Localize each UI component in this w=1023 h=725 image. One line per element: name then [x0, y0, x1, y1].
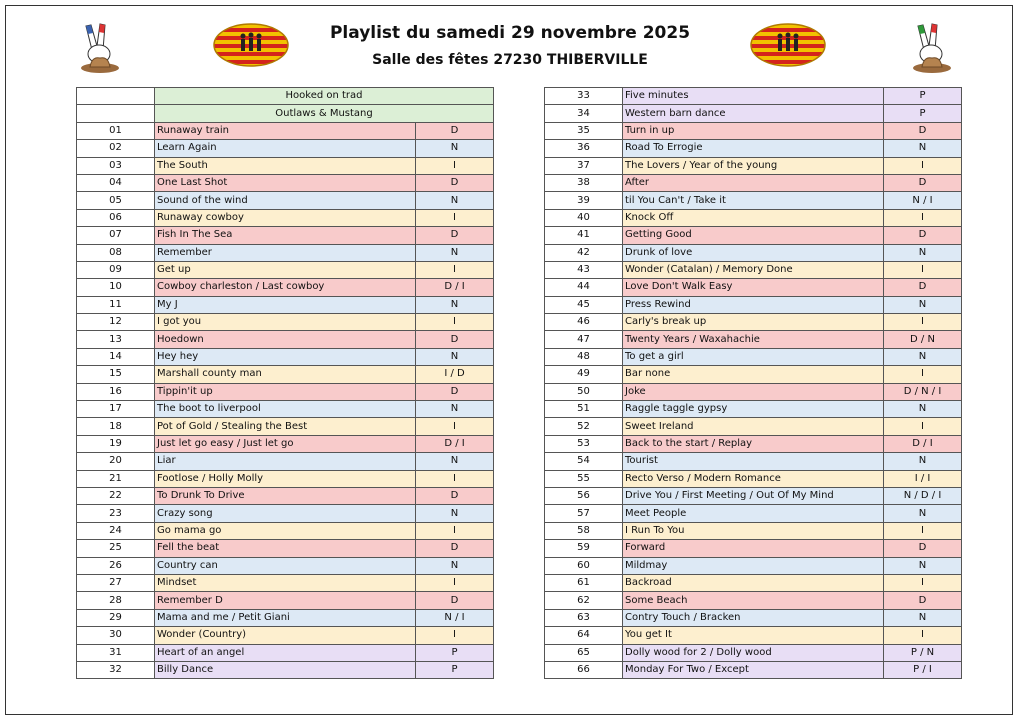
song-number: 07: [77, 227, 155, 244]
dance-category: D: [884, 122, 962, 139]
song-number: 64: [545, 627, 623, 644]
table-row: [77, 661, 494, 678]
song-title: Sweet Ireland: [623, 418, 884, 435]
dance-category: I: [416, 627, 494, 644]
dance-category: I: [416, 574, 494, 591]
dance-category: I: [884, 627, 962, 644]
song-title: Marshall county man: [155, 366, 416, 383]
song-number: 46: [545, 314, 623, 331]
song-number: 12: [77, 314, 155, 331]
song-title: Contry Touch / Bracken: [623, 609, 884, 626]
dance-category: I: [416, 157, 494, 174]
song-number: 02: [77, 140, 155, 157]
song-title: Pot of Gold / Stealing the Best: [155, 418, 416, 435]
song-title: Joke: [623, 383, 884, 400]
song-title: To Drunk To Drive: [155, 487, 416, 504]
table-row: [545, 140, 962, 157]
dance-category: D: [416, 122, 494, 139]
dance-category: N / I: [416, 609, 494, 626]
table-row: [545, 348, 962, 365]
table-row: [545, 296, 962, 313]
song-number: 06: [77, 209, 155, 226]
dance-category: N: [416, 244, 494, 261]
song-title: Crazy song: [155, 505, 416, 522]
song-title: Carly's break up: [623, 314, 884, 331]
song-title: Remember: [155, 244, 416, 261]
song-number: 08: [77, 244, 155, 261]
song-number: 13: [77, 331, 155, 348]
table-row: [545, 644, 962, 661]
table-row: [545, 366, 962, 383]
song-title: Press Rewind: [623, 296, 884, 313]
song-number: 23: [77, 505, 155, 522]
song-number: 10: [77, 279, 155, 296]
dance-category: N: [884, 453, 962, 470]
song-title: Cowboy charleston / Last cowboy: [155, 279, 416, 296]
table-row: [545, 470, 962, 487]
dance-category: D: [884, 227, 962, 244]
song-number: 32: [77, 661, 155, 678]
song-number: 53: [545, 435, 623, 452]
song-title: Back to the start / Replay: [623, 435, 884, 452]
song-title: Forward: [623, 540, 884, 557]
song-number: 21: [77, 470, 155, 487]
dance-category: P / N: [884, 644, 962, 661]
table-row: [77, 592, 494, 609]
dance-category: D / N: [884, 331, 962, 348]
song-number: 50: [545, 383, 623, 400]
song-title: Some Beach: [623, 592, 884, 609]
table-row: [545, 557, 962, 574]
song-number: 14: [77, 348, 155, 365]
song-title: Raggle taggle gypsy: [623, 401, 884, 418]
song-title: Sound of the wind: [155, 192, 416, 209]
song-number: 60: [545, 557, 623, 574]
table-row: [77, 261, 494, 278]
song-number: 37: [545, 157, 623, 174]
song-title: Five minutes: [623, 88, 884, 105]
song-number: 22: [77, 487, 155, 504]
song-title: Learn Again: [155, 140, 416, 157]
song-number: 01: [77, 122, 155, 139]
song-title: You get It: [623, 627, 884, 644]
peace-hand-hat-icon-right: [910, 20, 952, 76]
dance-category: I: [884, 574, 962, 591]
dance-category: D: [416, 383, 494, 400]
song-number: 43: [545, 261, 623, 278]
table-row: [77, 174, 494, 191]
table-row: [545, 244, 962, 261]
song-title: Love Don't Walk Easy: [623, 279, 884, 296]
dance-category: D: [416, 540, 494, 557]
song-number: 17: [77, 401, 155, 418]
table-row: [545, 435, 962, 452]
venue-subtitle: Salle des fêtes 27230 THIBERVILLE: [372, 52, 648, 68]
dance-category: N: [416, 348, 494, 365]
song-title: Go mama go: [155, 522, 416, 539]
song-title: til You Can't / Take it: [623, 192, 884, 209]
dance-category: I: [416, 261, 494, 278]
song-number: 03: [77, 157, 155, 174]
table-row: [545, 105, 962, 122]
table-row: [77, 383, 494, 400]
catalan-dancers-logo-right: [749, 22, 827, 68]
song-number: 40: [545, 209, 623, 226]
table-row: [545, 122, 962, 139]
table-row: [77, 366, 494, 383]
table-row: [77, 279, 494, 296]
song-title: Hoedown: [155, 331, 416, 348]
table-row: [545, 453, 962, 470]
dance-category: I: [416, 209, 494, 226]
table-row: [545, 401, 962, 418]
song-number: 27: [77, 574, 155, 591]
dance-category: D: [884, 540, 962, 557]
song-number: 31: [77, 644, 155, 661]
table-row: [545, 574, 962, 591]
song-number: 51: [545, 401, 623, 418]
dance-category: D: [884, 592, 962, 609]
song-title: Fell the beat: [155, 540, 416, 557]
song-title: Runaway cowboy: [155, 209, 416, 226]
song-number: 26: [77, 557, 155, 574]
song-number: 24: [77, 522, 155, 539]
song-title: Mama and me / Petit Giani: [155, 609, 416, 626]
song-title: Mildmay: [623, 557, 884, 574]
song-number: 16: [77, 383, 155, 400]
song-number: 20: [77, 453, 155, 470]
song-title: Wonder (Catalan) / Memory Done: [623, 261, 884, 278]
table-row: [545, 261, 962, 278]
dance-category: N: [884, 557, 962, 574]
dance-category: N: [416, 401, 494, 418]
song-title: Hey hey: [155, 348, 416, 365]
song-title: The boot to liverpool: [155, 401, 416, 418]
dance-category: N / D / I: [884, 487, 962, 504]
song-number: 57: [545, 505, 623, 522]
song-number: 49: [545, 366, 623, 383]
dance-category: N: [884, 140, 962, 157]
table-row: [77, 227, 494, 244]
song-title: Remember D: [155, 592, 416, 609]
dance-category: N: [884, 244, 962, 261]
dance-category: D: [884, 174, 962, 191]
dance-category: D / N / I: [884, 383, 962, 400]
song-number: 54: [545, 453, 623, 470]
song-number: 56: [545, 487, 623, 504]
song-title: Get up: [155, 261, 416, 278]
song-number: 41: [545, 227, 623, 244]
song-number: 25: [77, 540, 155, 557]
table-row: [545, 627, 962, 644]
table-row: [545, 279, 962, 296]
dance-category: P: [884, 105, 962, 122]
table-row: [77, 140, 494, 157]
dance-category: N: [416, 505, 494, 522]
song-title: One Last Shot: [155, 174, 416, 191]
song-title: My J: [155, 296, 416, 313]
playlist-table-right: [544, 87, 962, 679]
table-row: [545, 609, 962, 626]
table-row: [77, 122, 494, 139]
song-title: Drive You / First Meeting / Out Of My Mind: [623, 487, 884, 504]
dance-category: P: [416, 661, 494, 678]
dance-category: I: [416, 314, 494, 331]
song-title: Heart of an angel: [155, 644, 416, 661]
dance-category: N: [884, 296, 962, 313]
dance-category: N: [884, 609, 962, 626]
song-title: I got you: [155, 314, 416, 331]
song-title: Just let go easy / Just let go: [155, 435, 416, 452]
table-row: [77, 348, 494, 365]
table-row: [545, 192, 962, 209]
song-title: Liar: [155, 453, 416, 470]
song-number: 05: [77, 192, 155, 209]
dance-category: N: [416, 453, 494, 470]
song-number: 36: [545, 140, 623, 157]
dance-category: P / I: [884, 661, 962, 678]
table-row: [545, 522, 962, 539]
table-row: [77, 157, 494, 174]
song-number: 34: [545, 105, 623, 122]
dance-category: I: [416, 470, 494, 487]
peace-hand-hat-icon: [78, 20, 120, 76]
dance-category: I: [884, 157, 962, 174]
table-row: [77, 627, 494, 644]
table-row: [77, 435, 494, 452]
table-row: [77, 331, 494, 348]
song-title: After: [623, 174, 884, 191]
song-title: Wonder (Country): [155, 627, 416, 644]
song-title: Meet People: [623, 505, 884, 522]
table-row: [77, 574, 494, 591]
dance-category: P: [884, 88, 962, 105]
song-number: 47: [545, 331, 623, 348]
song-number: 52: [545, 418, 623, 435]
table-row: [545, 383, 962, 400]
song-title: Dolly wood for 2 / Dolly wood: [623, 644, 884, 661]
dance-category: N: [884, 401, 962, 418]
dance-category: I: [884, 522, 962, 539]
song-title: Mindset: [155, 574, 416, 591]
table-row: [545, 331, 962, 348]
song-title: Billy Dance: [155, 661, 416, 678]
song-title: Western barn dance: [623, 105, 884, 122]
dance-category: D: [416, 592, 494, 609]
dance-category: D: [416, 227, 494, 244]
song-number: 42: [545, 244, 623, 261]
table-row: [77, 470, 494, 487]
table-row: [545, 487, 962, 504]
table-row: [545, 505, 962, 522]
table-row: [77, 540, 494, 557]
song-number: 66: [545, 661, 623, 678]
table-row: [77, 522, 494, 539]
page-title: Playlist du samedi 29 novembre 2025: [329, 23, 691, 43]
table-row: [77, 557, 494, 574]
song-title: Tippin'it up: [155, 383, 416, 400]
dance-category: D / I: [884, 435, 962, 452]
song-number: 28: [77, 592, 155, 609]
song-title: The South: [155, 157, 416, 174]
song-title: Knock Off: [623, 209, 884, 226]
dance-category: D: [416, 174, 494, 191]
dance-category: N: [884, 505, 962, 522]
song-number: 04: [77, 174, 155, 191]
table-row: [77, 244, 494, 261]
dance-category: I: [416, 418, 494, 435]
dance-category: I: [884, 209, 962, 226]
song-title: Drunk of love: [623, 244, 884, 261]
song-title: The Lovers / Year of the young: [623, 157, 884, 174]
song-number: 63: [545, 609, 623, 626]
song-title: Tourist: [623, 453, 884, 470]
table-row: [545, 157, 962, 174]
table-row: [77, 609, 494, 626]
song-number: 55: [545, 470, 623, 487]
dance-category: D: [884, 279, 962, 296]
song-number: 30: [77, 627, 155, 644]
table-row: [545, 209, 962, 226]
song-number: 18: [77, 418, 155, 435]
song-number: 39: [545, 192, 623, 209]
song-title: Getting Good: [623, 227, 884, 244]
dance-category: D / I: [416, 279, 494, 296]
table-row: [77, 487, 494, 504]
catalan-dancers-logo: [212, 22, 290, 68]
table-row: [77, 209, 494, 226]
song-title: Footlose / Holly Molly: [155, 470, 416, 487]
table-row: [77, 644, 494, 661]
song-number: 58: [545, 522, 623, 539]
table-row: [545, 592, 962, 609]
song-title: Fish In The Sea: [155, 227, 416, 244]
song-number: 59: [545, 540, 623, 557]
dance-category: I: [884, 366, 962, 383]
dance-category: I: [884, 314, 962, 331]
dance-category: I / I: [884, 470, 962, 487]
dance-category: D / I: [416, 435, 494, 452]
song-title: Twenty Years / Waxahachie: [623, 331, 884, 348]
table-row: [545, 88, 962, 105]
intro-row: Outlaws & Mustang: [155, 105, 494, 122]
intro-row: Hooked on trad: [155, 88, 494, 105]
table-row: [545, 314, 962, 331]
song-title: Backroad: [623, 574, 884, 591]
table-row: [77, 453, 494, 470]
song-title: Road To Errogie: [623, 140, 884, 157]
song-number: 33: [545, 88, 623, 105]
dance-category: N: [416, 192, 494, 209]
table-row: [545, 418, 962, 435]
table-row: [77, 314, 494, 331]
song-title: Bar none: [623, 366, 884, 383]
dance-category: N: [884, 348, 962, 365]
table-row: [545, 174, 962, 191]
dance-category: I: [884, 261, 962, 278]
song-number: 38: [545, 174, 623, 191]
song-number: 65: [545, 644, 623, 661]
dance-category: N: [416, 557, 494, 574]
song-number: 15: [77, 366, 155, 383]
table-row: [77, 296, 494, 313]
song-number: 61: [545, 574, 623, 591]
table-row: [545, 227, 962, 244]
song-number: 29: [77, 609, 155, 626]
dance-category: N: [416, 140, 494, 157]
table-row: [545, 661, 962, 678]
table-row: [77, 192, 494, 209]
dance-category: I: [416, 522, 494, 539]
playlist-table-left: [76, 87, 494, 679]
song-number: 09: [77, 261, 155, 278]
dance-category: I / D: [416, 366, 494, 383]
song-title: Monday For Two / Except: [623, 661, 884, 678]
table-row: [545, 540, 962, 557]
song-title: Recto Verso / Modern Romance: [623, 470, 884, 487]
song-number: 35: [545, 122, 623, 139]
table-row: [77, 401, 494, 418]
dance-category: N / I: [884, 192, 962, 209]
dance-category: P: [416, 644, 494, 661]
song-number: 11: [77, 296, 155, 313]
song-number: 45: [545, 296, 623, 313]
song-title: Runaway train: [155, 122, 416, 139]
song-title: Country can: [155, 557, 416, 574]
table-row: [77, 505, 494, 522]
dance-category: N: [416, 296, 494, 313]
dance-category: I: [884, 418, 962, 435]
song-number: 44: [545, 279, 623, 296]
song-number: 19: [77, 435, 155, 452]
song-title: Turn in up: [623, 122, 884, 139]
song-title: I Run To You: [623, 522, 884, 539]
song-number: 62: [545, 592, 623, 609]
table-row: [77, 418, 494, 435]
song-title: To get a girl: [623, 348, 884, 365]
song-number: 48: [545, 348, 623, 365]
dance-category: D: [416, 331, 494, 348]
dance-category: D: [416, 487, 494, 504]
